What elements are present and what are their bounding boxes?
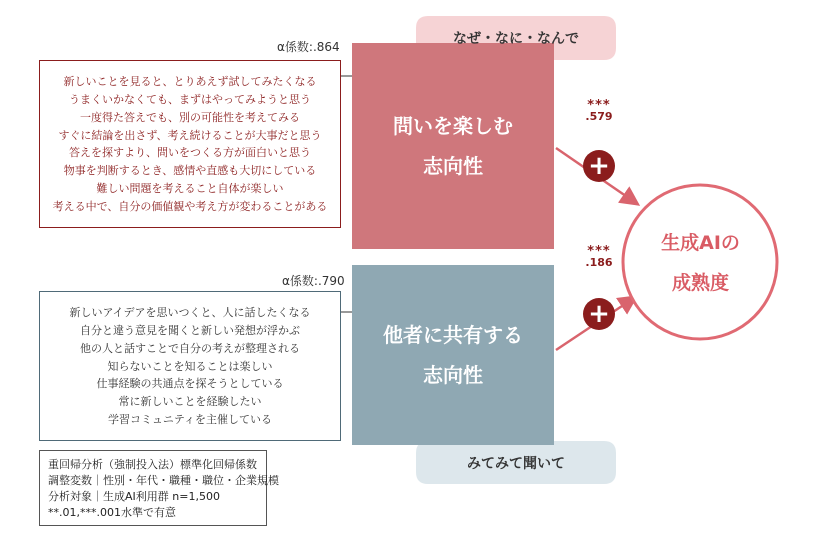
question-item: 難しい問題を考えること自体が楽しい	[96, 182, 284, 196]
note-line: 分析対象｜生成AI利用群 n=1,500	[48, 490, 220, 503]
share-item: 常に新しいことを経験したい	[118, 395, 262, 409]
share-item: 新しいアイデアを思いつくと、人に話したくなる	[69, 305, 311, 319]
question-coefficient-value: .579	[585, 110, 613, 123]
analysis-notes	[39, 450, 279, 526]
question-orientation-box	[352, 43, 554, 249]
note-line: **.01,***.001水準で有意	[48, 506, 176, 519]
question-item: 一度得た答えでも、別の可能性を考えてみる	[80, 110, 300, 124]
question-significance-marker: ***	[587, 98, 611, 113]
share-significance-marker: ***	[587, 244, 611, 259]
share-bubble-text: みてみて聞いて	[467, 455, 565, 472]
share-item: 仕事経験の共通点を探そうとしている	[96, 377, 284, 391]
question-alpha: α係数:.864	[277, 40, 340, 54]
question-item: 新しいことを見ると、とりあえず試してみたくなる	[63, 74, 317, 88]
share-item: 自分と違う意見を聞くと新しい発想が浮かぶ	[80, 323, 300, 337]
share-item: 学習コミュニティを主催している	[108, 413, 272, 427]
outcome-node	[623, 185, 778, 340]
question-item: 物事を判断するとき、感情や直感も大切にしている	[63, 164, 317, 178]
share-coefficient-value: .186	[585, 256, 613, 269]
outcome-label: 生成AIの 成熟度	[661, 231, 740, 294]
share-orientation-box	[352, 265, 554, 445]
share-orientation-label: 他者に共有する 志向性	[383, 323, 523, 387]
question-items-box	[39, 60, 341, 228]
share-item: 他の人と話すことで自分の考えが整理される	[80, 341, 300, 355]
question-coefficient	[579, 98, 619, 124]
question-item: すぐに結論を出さず、考え続けることが大事だと思う	[58, 128, 322, 142]
share-alpha: α係数:.790	[282, 274, 345, 288]
question-item: うまくいかなくても、まずはやってみようと思う	[69, 92, 311, 106]
question-item: 答えを探すより、問いをつくる方が面白いと思う	[69, 146, 311, 160]
note-line: 重回帰分析（強制投入法）標準化回帰係数	[48, 458, 257, 471]
share-items-box	[39, 291, 341, 441]
question-plus-icon: +	[583, 150, 615, 182]
share-plus-icon: +	[583, 298, 615, 330]
note-line: 調整変数｜性別・年代・職種・職位・企業規模	[48, 474, 279, 487]
question-orientation-label: 問いを楽しむ 志向性	[393, 114, 513, 178]
question-item: 考える中で、自分の価値観や考え方が変わることがある	[52, 200, 328, 213]
question-bubble-text: なぜ・なに・なんで	[453, 31, 579, 47]
share-coefficient	[579, 244, 619, 270]
share-item: 知らないことを知ることは楽しい	[107, 359, 273, 373]
